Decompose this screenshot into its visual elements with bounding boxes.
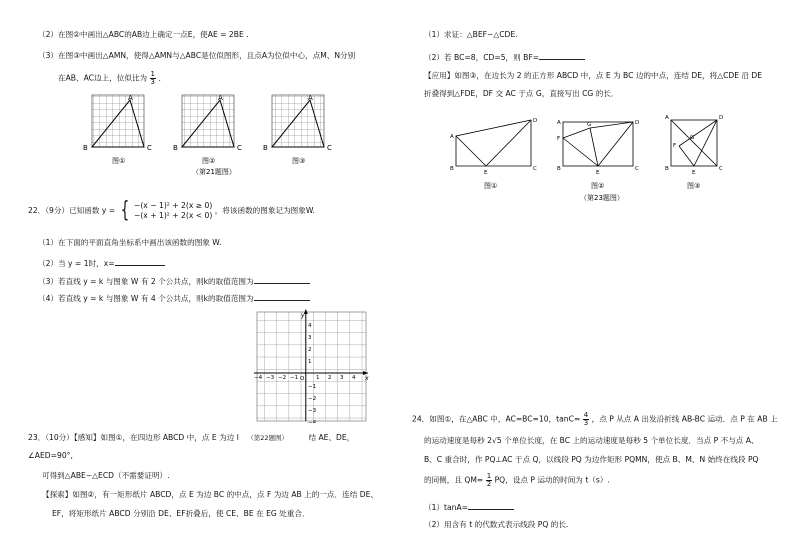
q23-intro-end: 结 AE、DE， bbox=[308, 433, 355, 442]
q21-part2: （2）在图②中画出△ABC的AB边上确定一点E，使AE = 2BE . bbox=[38, 30, 249, 39]
caption-fig2: 图② bbox=[591, 182, 605, 190]
half-fraction: $\frac{1}{2}$ bbox=[486, 472, 492, 488]
q22-part2 bbox=[38, 257, 165, 268]
q22-statement bbox=[28, 200, 315, 222]
label-g: G bbox=[690, 135, 695, 141]
q23-intro bbox=[28, 433, 354, 442]
answer-blank[interactable] bbox=[115, 257, 165, 266]
q22-part4-text: （4）若直线 y = k 与图象 W 有 4 个公共点，则k的取值范围为 bbox=[38, 294, 254, 303]
caption-fig2: 图② bbox=[202, 157, 216, 165]
q22-part3 bbox=[38, 275, 310, 286]
answer-blank[interactable] bbox=[254, 275, 310, 284]
label-a: A bbox=[450, 134, 454, 140]
y-tick: 4 bbox=[308, 323, 312, 329]
label-c: C bbox=[533, 166, 537, 172]
label-c: C bbox=[719, 166, 723, 172]
label-b: B bbox=[83, 144, 88, 152]
x-tick: −1 bbox=[290, 375, 299, 381]
x-tick: 2 bbox=[328, 375, 332, 381]
grid-background bbox=[257, 312, 366, 421]
label-b: B bbox=[263, 144, 268, 152]
y-tick: 1 bbox=[308, 359, 312, 365]
q24-line4-end: PQ，设点 P 运动的时间为 t（s）. bbox=[494, 475, 610, 485]
q22-part1: （1）在下面的平面直角坐标系中画出该函数的图象 W. bbox=[38, 238, 222, 247]
q23-apply-line1: 【应用】如图③，在边长为 2 的正方形 ABCD 中，点 E 为 BC 边的中点，连结 DE，将△CDE 沿 DE bbox=[424, 71, 763, 80]
label-b: B bbox=[665, 166, 669, 172]
label-e: E bbox=[484, 170, 488, 176]
y-axis-label: y bbox=[301, 312, 305, 319]
grid-figure-3 bbox=[263, 94, 332, 165]
coordinate-plane bbox=[252, 308, 372, 423]
x-tick: −2 bbox=[278, 375, 287, 381]
label-c: C bbox=[147, 144, 152, 152]
answer-blank[interactable] bbox=[254, 292, 310, 301]
label-c: C bbox=[635, 166, 639, 172]
q22-part2-text: （2）当 y = 1时，x= bbox=[38, 259, 115, 268]
q23-explore-line2: EF，将矩形纸片 ABCD 分别沿 DE、EF折叠后，使 CE、BE 在 EG 处重合． bbox=[52, 509, 310, 518]
label-b: B bbox=[557, 166, 561, 172]
q24-line1-text: 24．如图①，在△ABC 中，AC=BC=10，tanC= bbox=[412, 414, 581, 424]
label-c: C bbox=[327, 144, 332, 152]
q23-intro-text: 23．（10分）【感知】如图①，在四边形 ABCD 中，点 E 为边 l bbox=[28, 433, 239, 442]
label-a: A bbox=[557, 120, 561, 126]
q23-explore-line1: 【探索】如图②，有一矩形纸片 ABCD，点 E 为边 BC 的中点，点 F 为边 AB 上的一点．连结 DE、 bbox=[42, 490, 378, 499]
caption-fig3: 图③ bbox=[292, 157, 306, 165]
label-b: B bbox=[173, 144, 178, 152]
q21-part3-line2 bbox=[58, 71, 166, 86]
q21-grid-figures bbox=[80, 90, 380, 180]
y-tick: −1 bbox=[308, 384, 317, 390]
q24-line4 bbox=[424, 473, 610, 488]
label-a: A bbox=[665, 115, 669, 121]
label-g: G bbox=[587, 122, 592, 128]
q22-suffix: ，将该函数的图象记为图象W. bbox=[214, 206, 315, 215]
q23-caption: （第23题图） bbox=[580, 194, 624, 202]
x-tick: 1 bbox=[316, 375, 320, 381]
caption-fig3: 图③ bbox=[687, 182, 701, 190]
answer-blank[interactable] bbox=[539, 51, 585, 60]
label-a: A bbox=[218, 94, 223, 102]
x-tick: −4 bbox=[254, 375, 263, 381]
q22-prefix: 22．（9分）已知函数 y = bbox=[28, 206, 116, 215]
y-tick: 2 bbox=[308, 347, 312, 353]
q23-figure-1 bbox=[456, 120, 531, 166]
q23-part2 bbox=[424, 51, 585, 62]
q22-part4 bbox=[38, 292, 310, 303]
x-tick: 3 bbox=[340, 375, 344, 381]
caption-fig1: 图① bbox=[112, 157, 126, 165]
piece-2: −(x + 1)² + 2(x < 0) bbox=[133, 211, 213, 220]
q24-line1 bbox=[412, 412, 778, 427]
tan-fraction: $\frac{4}{3}$ bbox=[583, 411, 589, 427]
q23-conclusion: 可得到△ABE∽△ECD（不需要证明）. bbox=[42, 471, 170, 480]
q23-apply-line2: 折叠得到△FDE，DF 交 AC 于点 G，直接写出 CG 的长． bbox=[424, 89, 619, 98]
q24-part1-text: （1）tanA= bbox=[424, 503, 469, 512]
q23-part2-text: （2）若 BC=8，CD=5，则 BF= bbox=[424, 53, 540, 62]
q23-part1: （1）求证：△BEF∽△CDE. bbox=[424, 30, 518, 39]
x-axis-label: x bbox=[365, 375, 369, 382]
y-tick: −2 bbox=[308, 396, 317, 402]
q23-figure-1-labels bbox=[450, 118, 537, 190]
q23-angle: ∠AED=90°, bbox=[28, 451, 73, 460]
label-a: A bbox=[308, 94, 313, 102]
q24-line1-end: ，点 P 从点 A 出发沿折线 AB-BC 运动．点 P 在 AB 上 bbox=[591, 414, 778, 424]
label-d: D bbox=[533, 118, 538, 124]
piecewise-brace: { bbox=[120, 198, 129, 223]
q23-figure-3-labels bbox=[665, 115, 723, 190]
label-d: D bbox=[635, 120, 640, 126]
q21-part3-line1: （3）在图③中画出△AMN，使得△AMN与△ABC是位似图形，且点A为位似中心，点M、N分别 bbox=[38, 51, 356, 60]
label-b: B bbox=[450, 166, 454, 172]
y-tick: −4 bbox=[308, 420, 317, 423]
q23-figure-2-labels bbox=[557, 120, 639, 190]
q22-part3-text: （3）若直线 y = k 与图象 W 有 2 个公共点，则k的取值范围为 bbox=[38, 277, 254, 286]
q24-part2: （2）用含有 t 的代数式表示线段 PQ 的长. bbox=[424, 520, 569, 529]
origin-label: O bbox=[300, 376, 305, 382]
piecewise-system bbox=[134, 201, 212, 222]
y-tick: 3 bbox=[308, 335, 312, 341]
q24-line4-text: 的同侧，且 QM= bbox=[424, 475, 484, 485]
label-f: F bbox=[557, 136, 561, 142]
grid-figure-2 bbox=[173, 94, 242, 165]
q24-part1 bbox=[424, 501, 514, 512]
label-f: F bbox=[673, 143, 677, 149]
q24-line3: B、C 重合时，作 PQ⊥AC 于点 Q，以线段 PQ 为边作矩形 PQMN，使点 B、M、N 始终在线段 PQ bbox=[424, 455, 759, 464]
q22-caption: （第22题图） bbox=[247, 434, 289, 442]
caption-fig1: 图① bbox=[484, 182, 498, 190]
answer-blank[interactable] bbox=[468, 501, 514, 510]
q21-part3-text: 在AB、AC边上，位似比为 bbox=[58, 73, 148, 83]
x-tick: 4 bbox=[352, 375, 356, 381]
q23-figure-3 bbox=[671, 120, 717, 166]
x-tick: −3 bbox=[266, 375, 275, 381]
label-d: D bbox=[719, 115, 724, 121]
y-tick: −3 bbox=[308, 408, 317, 414]
ratio-fraction: $\frac{1}{3}$ bbox=[150, 70, 156, 86]
q21-part3-end: ． bbox=[158, 73, 167, 83]
label-e: E bbox=[596, 170, 600, 176]
label-e: E bbox=[692, 170, 696, 176]
label-c: C bbox=[237, 144, 242, 152]
q23-figures bbox=[446, 110, 746, 205]
label-a: A bbox=[128, 94, 133, 102]
q23-figure-2 bbox=[563, 122, 633, 166]
q21-caption: （第21题图） bbox=[192, 168, 236, 176]
grid-figure-1 bbox=[83, 94, 152, 165]
piece-1: −(x − 1)² + 2(x ≥ 0) bbox=[133, 200, 213, 210]
q24-line2: 的运动速度是每秒 2√5 个单位长度，在 BC 上的运动速度是每秒 5 个单位长度．当点 P 不与点 A、 bbox=[424, 436, 759, 445]
